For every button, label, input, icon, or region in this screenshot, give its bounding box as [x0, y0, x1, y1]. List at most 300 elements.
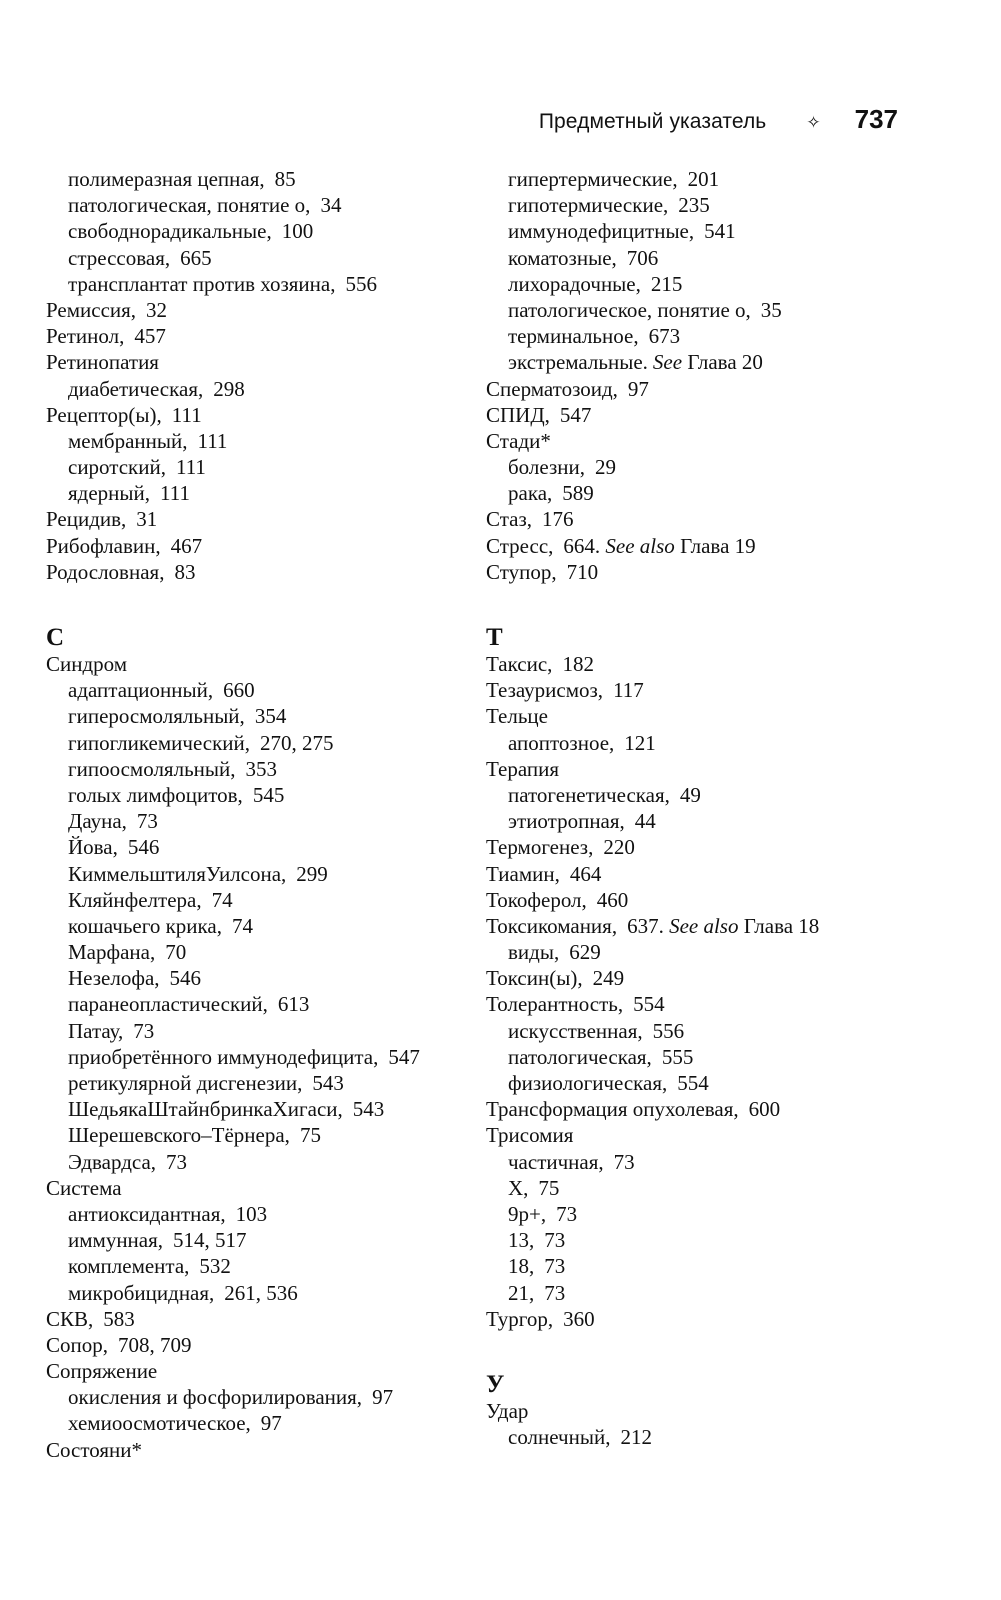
index-term: лихорадочные,	[508, 271, 641, 296]
page-numbers: 182	[562, 652, 594, 676]
index-subentry	[486, 1149, 956, 1175]
index-term: этиотропная,	[508, 809, 625, 834]
page-reference	[560, 403, 592, 427]
page-numbers: 547	[388, 1044, 420, 1069]
page-reference	[570, 862, 602, 886]
page-numbers: 583	[103, 1306, 135, 1331]
page-reference	[103, 1307, 135, 1331]
page-numbers: 85	[274, 167, 296, 191]
page-numbers: 637.	[627, 913, 664, 938]
page-numbers: 547	[559, 402, 592, 427]
index-subentry	[46, 1253, 476, 1279]
index-term: Тиамин,	[486, 861, 560, 886]
page-numbers: 541	[704, 219, 736, 244]
index-subentry	[46, 1227, 476, 1253]
page-reference	[232, 914, 253, 938]
page-numbers: 117	[613, 678, 644, 703]
page-numbers: 73	[613, 1149, 635, 1174]
page-reference	[166, 1150, 187, 1174]
page-numbers: 629	[569, 940, 601, 965]
page-numbers: 546	[127, 835, 160, 860]
index-term: рака,	[508, 481, 553, 506]
page-reference	[300, 1123, 321, 1147]
page-reference	[160, 481, 190, 505]
index-subentry	[486, 218, 956, 244]
index-subentry	[46, 454, 476, 480]
index-subentry	[46, 1122, 476, 1148]
page-numbers: 74	[211, 887, 233, 912]
index-term: 13,	[508, 1228, 535, 1253]
index-term: патологическое, понятие о,	[508, 297, 751, 322]
index-subentry	[486, 1280, 956, 1306]
index-term: кошачьего крика,	[68, 913, 222, 938]
index-subentry	[46, 887, 476, 913]
index-entry	[486, 651, 956, 677]
page-numbers: 556	[652, 1018, 685, 1043]
page-numbers: 554	[677, 1071, 709, 1095]
index-entry	[46, 1175, 476, 1201]
index-term: Сперматозоид,	[486, 376, 618, 401]
index-term: хемиоосмотическое,	[68, 1411, 251, 1436]
page-reference	[704, 219, 736, 243]
index-term: Трисомия	[486, 1123, 574, 1148]
index-entry	[46, 1306, 476, 1332]
page-reference	[353, 1097, 385, 1121]
index-column-left	[46, 166, 476, 1463]
page-reference	[544, 1281, 565, 1305]
page-numbers: 73	[544, 1228, 566, 1253]
page-reference	[562, 652, 594, 676]
index-term: Трансформация опухолевая,	[486, 1097, 739, 1122]
index-term: СКВ,	[46, 1306, 94, 1331]
index-term: ШедьякаШтайнбринкаХигаси,	[68, 1097, 343, 1122]
page-numbers: 97	[372, 1385, 394, 1410]
index-term: комплемента,	[68, 1254, 190, 1279]
index-term: стрессовая,	[68, 245, 171, 270]
index-entry	[486, 506, 956, 532]
page-reference	[128, 835, 160, 859]
index-subentry	[46, 1044, 476, 1070]
index-subentry	[486, 1175, 956, 1201]
index-term: Ремиссия,	[46, 297, 137, 322]
see-reference-label: See	[652, 350, 683, 375]
page-reference	[165, 940, 186, 964]
page-numbers: 44	[634, 809, 656, 834]
index-term: Стади*	[486, 428, 551, 453]
index-term: гипогликемический,	[68, 730, 251, 755]
page-reference	[542, 507, 574, 531]
index-term: Таксис,	[486, 652, 553, 676]
page-reference	[260, 731, 334, 755]
page-numbers: 545	[252, 782, 285, 807]
page-numbers: 73	[544, 1280, 566, 1305]
index-term: физиологическая,	[508, 1071, 668, 1095]
page-reference	[544, 1228, 565, 1252]
index-term: Патау,	[68, 1018, 124, 1043]
index-subentry	[46, 1410, 476, 1436]
index-term: приобретённого иммунодефицита,	[68, 1044, 379, 1069]
index-subentry	[46, 730, 476, 756]
chapter-reference: Глава 18	[743, 913, 820, 938]
index-entry	[46, 297, 476, 323]
index-term: Токсикомания,	[486, 913, 618, 938]
page-numbers: 212	[620, 1425, 652, 1450]
index-entry	[486, 533, 956, 559]
index-term: иммунная,	[68, 1228, 164, 1253]
index-entry	[46, 323, 476, 349]
page-numbers: 220	[603, 835, 635, 860]
page-reference	[562, 481, 594, 505]
index-term: Тургор,	[486, 1306, 554, 1331]
index-term: болезни,	[508, 455, 585, 480]
page-reference	[174, 560, 195, 584]
page-reference	[603, 835, 635, 859]
page-reference	[538, 1176, 559, 1200]
page-numbers: 514, 517	[173, 1228, 247, 1253]
page-reference	[688, 167, 720, 191]
page-reference	[613, 678, 644, 702]
index-term: Сопор,	[46, 1332, 108, 1357]
page-reference	[627, 246, 659, 270]
index-term: искусственная,	[508, 1018, 643, 1043]
page-reference	[212, 888, 233, 912]
index-subentry	[46, 192, 476, 218]
index-term: Родословная,	[46, 559, 165, 584]
page-numbers: 673	[648, 324, 681, 349]
page-reference	[172, 403, 202, 427]
index-term: Толерантность,	[486, 992, 624, 1017]
page-reference	[678, 193, 710, 217]
page-numbers: 73	[544, 1254, 566, 1279]
index-term: экстремальные.	[508, 350, 648, 375]
index-entry	[46, 651, 476, 677]
page-reference	[253, 783, 285, 807]
page-reference	[593, 966, 625, 990]
index-entry	[486, 1122, 956, 1148]
index-subentry	[46, 1201, 476, 1227]
index-column-right	[486, 166, 956, 1450]
index-term: антиоксидантная,	[68, 1201, 226, 1226]
page-numbers: 49	[679, 782, 701, 807]
chapter-reference: Глава 19	[680, 533, 756, 558]
page-numbers: 664.	[563, 533, 601, 558]
index-term: Система	[46, 1175, 122, 1200]
index-subentry	[486, 782, 956, 808]
page-numbers: 360	[563, 1306, 595, 1331]
page-numbers: 270, 275	[260, 730, 334, 755]
page-reference	[569, 940, 601, 964]
index-subentry	[486, 1424, 956, 1450]
index-entry	[46, 349, 476, 375]
page-reference	[372, 1385, 393, 1409]
page-numbers: 103	[235, 1201, 268, 1226]
index-subentry	[46, 965, 476, 991]
page-numbers: 354	[254, 704, 287, 729]
diamond-icon: ✧	[806, 113, 821, 133]
page-reference	[567, 560, 599, 584]
page-reference	[556, 1202, 577, 1226]
page-reference	[653, 350, 763, 374]
index-term: Дауна,	[68, 809, 127, 834]
index-term: Терапия	[486, 756, 560, 781]
page-numbers: 32	[146, 297, 168, 322]
page-numbers: 460	[596, 887, 629, 912]
index-entry	[486, 861, 956, 887]
page-reference	[146, 298, 167, 322]
page-numbers: 299	[296, 861, 328, 886]
index-entry	[486, 1096, 956, 1122]
page-reference	[213, 377, 245, 401]
index-subentry	[486, 808, 956, 834]
index-subentry	[486, 349, 956, 375]
index-entry	[46, 533, 476, 559]
index-entry	[486, 703, 956, 729]
index-subentry	[46, 1149, 476, 1175]
index-entry	[486, 428, 956, 454]
index-entry	[486, 913, 956, 939]
page-numbers: 111	[160, 481, 190, 506]
page-reference	[595, 455, 616, 479]
page-numbers: 556	[345, 271, 377, 296]
page-numbers: 543	[352, 1097, 385, 1122]
index-subentry	[46, 1384, 476, 1410]
index-subentry	[486, 192, 956, 218]
page-numbers: 353	[245, 756, 277, 781]
page-numbers: 710	[566, 559, 599, 584]
index-term: Незелофа,	[68, 966, 160, 991]
page-reference	[388, 1045, 420, 1069]
index-subentry	[486, 454, 956, 480]
index-term: Стресс,	[486, 533, 554, 558]
index-term: Ретинол,	[46, 324, 125, 349]
index-subentry	[46, 218, 476, 244]
page-reference	[224, 1281, 298, 1305]
index-subentry	[46, 703, 476, 729]
index-subentry	[486, 1201, 956, 1227]
index-term: Удар	[486, 1398, 529, 1423]
chapter-reference: Глава 20	[687, 350, 763, 375]
index-term: 9p+,	[508, 1201, 547, 1226]
index-term: гипотермические,	[508, 193, 669, 218]
page-numbers: 97	[260, 1411, 282, 1436]
index-term: апоптозное,	[508, 730, 615, 755]
index-subentry	[486, 1070, 956, 1096]
page-reference	[312, 1071, 344, 1095]
index-term: Рецидив,	[46, 507, 127, 532]
index-subentry	[486, 297, 956, 323]
index-term: иммунодефицитные,	[508, 219, 695, 244]
index-term: ядерный,	[68, 481, 151, 506]
page-reference	[563, 534, 755, 558]
index-entry	[46, 506, 476, 532]
page-reference	[223, 678, 255, 702]
index-term: мембранный,	[68, 428, 188, 453]
page-reference	[176, 455, 206, 479]
page-numbers: 235	[678, 193, 710, 218]
page-reference	[320, 193, 341, 217]
page-numbers: 554	[633, 992, 665, 1017]
page-numbers: 70	[165, 940, 187, 965]
index-entry	[486, 756, 956, 782]
index-term: адаптационный,	[68, 678, 214, 703]
page-reference	[255, 704, 287, 728]
page-reference	[651, 272, 683, 296]
index-term: Ступор,	[486, 559, 557, 584]
page-numbers: 708, 709	[118, 1332, 192, 1357]
index-subentry	[46, 271, 476, 297]
page-numbers: 100	[281, 219, 314, 244]
page-reference	[136, 507, 157, 531]
index-subentry	[486, 271, 956, 297]
index-subentry	[486, 1044, 956, 1070]
page-reference	[597, 888, 629, 912]
page-reference	[653, 1019, 685, 1043]
section-letter: С	[46, 624, 65, 651]
page-numbers: 29	[595, 455, 616, 480]
page-reference	[563, 1307, 595, 1331]
index-term: Шерешевского–Тёрнера,	[68, 1123, 290, 1148]
index-term: X,	[508, 1175, 529, 1200]
index-term: паранеопластический,	[68, 992, 268, 1017]
page-reference	[620, 1425, 652, 1449]
index-subentry	[46, 756, 476, 782]
page-reference	[180, 246, 212, 270]
page-reference	[624, 731, 656, 755]
page-reference	[649, 324, 681, 348]
index-subentry	[46, 245, 476, 271]
index-subentry	[46, 1070, 476, 1096]
page-numbers: 613	[277, 992, 310, 1017]
index-subentry	[46, 834, 476, 860]
index-term: свободнорадикальные,	[68, 219, 272, 244]
index-subentry	[486, 245, 956, 271]
index-term: коматозные,	[508, 245, 617, 270]
index-subentry	[46, 861, 476, 887]
running-header	[539, 104, 898, 135]
page-reference	[627, 914, 819, 938]
index-term: патологическая, понятие о,	[68, 193, 311, 218]
index-term: виды,	[508, 940, 560, 965]
page-numbers: 201	[687, 167, 720, 191]
index-term: 18,	[508, 1254, 535, 1279]
index-term: Рецептор(ы),	[46, 402, 162, 427]
section-letter: У	[486, 1370, 505, 1398]
index-term: Тельце	[486, 704, 548, 729]
index-entry	[46, 559, 476, 585]
index-subentry	[46, 991, 476, 1017]
page-numbers: 467	[170, 533, 203, 558]
page-reference	[118, 1333, 192, 1357]
index-subentry	[46, 1096, 476, 1122]
page-reference	[133, 1019, 154, 1043]
page-numbers: 83	[174, 559, 196, 584]
page-numbers: 31	[136, 507, 158, 532]
index-subentry	[486, 1227, 956, 1253]
index-subentry	[486, 323, 956, 349]
page-reference	[345, 272, 377, 296]
index-entry	[486, 887, 956, 913]
index-term: Кляйнфелтера,	[68, 887, 202, 912]
page-reference	[173, 1228, 247, 1252]
page-reference	[199, 1254, 231, 1278]
page-numbers: 73	[136, 809, 158, 834]
index-term: Термогенез,	[486, 835, 594, 860]
index-subentry	[486, 166, 956, 192]
page-reference	[282, 219, 314, 243]
page-numbers: 34	[320, 193, 342, 218]
index-subentry	[46, 480, 476, 506]
page-numbers: 543	[312, 1071, 344, 1095]
page-numbers: 660	[223, 678, 255, 703]
index-subentry	[486, 1018, 956, 1044]
index-entry	[486, 834, 956, 860]
index-term: Состояни*	[46, 1437, 142, 1462]
index-subentry	[46, 1280, 476, 1306]
page-reference	[275, 167, 296, 191]
index-term: частичная,	[508, 1149, 604, 1174]
index-term: Тезаурисмоз,	[486, 678, 604, 703]
index-entry	[486, 376, 956, 402]
page-numbers: 121	[624, 730, 656, 755]
index-term: полимеразная цепная,	[68, 167, 265, 191]
page-numbers: 97	[627, 376, 649, 401]
index-subentry	[486, 939, 956, 965]
page-number: 737	[854, 104, 898, 134]
index-term: Рибофлавин,	[46, 533, 161, 558]
index-term: Синдром	[46, 652, 128, 676]
page-numbers: 73	[556, 1201, 578, 1226]
index-term: Эдвардса,	[68, 1149, 157, 1174]
page-numbers: 73	[133, 1018, 155, 1043]
index-entry	[486, 1398, 956, 1424]
index-term: Токсин(ы),	[486, 966, 583, 991]
index-term: СПИД,	[486, 402, 550, 427]
index-term: гиперосмоляльный,	[68, 704, 245, 729]
index-term: гипоосмоляльный,	[68, 756, 236, 781]
index-term: микробицидная,	[68, 1280, 215, 1305]
index-entry	[46, 1332, 476, 1358]
index-subentry	[46, 1018, 476, 1044]
page-reference	[628, 377, 649, 401]
index-term: диабетическая,	[68, 376, 204, 401]
page-numbers: 111	[175, 455, 206, 480]
page-numbers: 111	[197, 428, 228, 453]
page-numbers: 249	[592, 966, 625, 991]
page-reference	[171, 534, 203, 558]
page-reference	[614, 1150, 635, 1174]
page-reference	[544, 1254, 565, 1278]
index-term: солнечный,	[508, 1425, 611, 1450]
page-numbers: 546	[169, 966, 202, 991]
see-also-label: See also	[605, 533, 675, 558]
index-subentry	[46, 939, 476, 965]
index-term: ретикулярной дисгенезии,	[68, 1071, 303, 1095]
index-entry	[486, 402, 956, 428]
section-letter: Т	[486, 624, 503, 651]
index-subentry	[486, 1253, 956, 1279]
index-subentry	[486, 480, 956, 506]
page-reference	[677, 1071, 709, 1095]
page-numbers: 75	[299, 1123, 321, 1148]
page-reference	[137, 809, 158, 833]
page-reference	[278, 992, 310, 1016]
index-term: трансплантат против хозяина,	[68, 271, 336, 296]
page-numbers: 75	[538, 1175, 560, 1200]
page-numbers: 464	[569, 861, 602, 886]
index-term: окисления и фосфорилирования,	[68, 1385, 363, 1410]
index-subentry	[46, 808, 476, 834]
page-reference	[749, 1097, 781, 1121]
